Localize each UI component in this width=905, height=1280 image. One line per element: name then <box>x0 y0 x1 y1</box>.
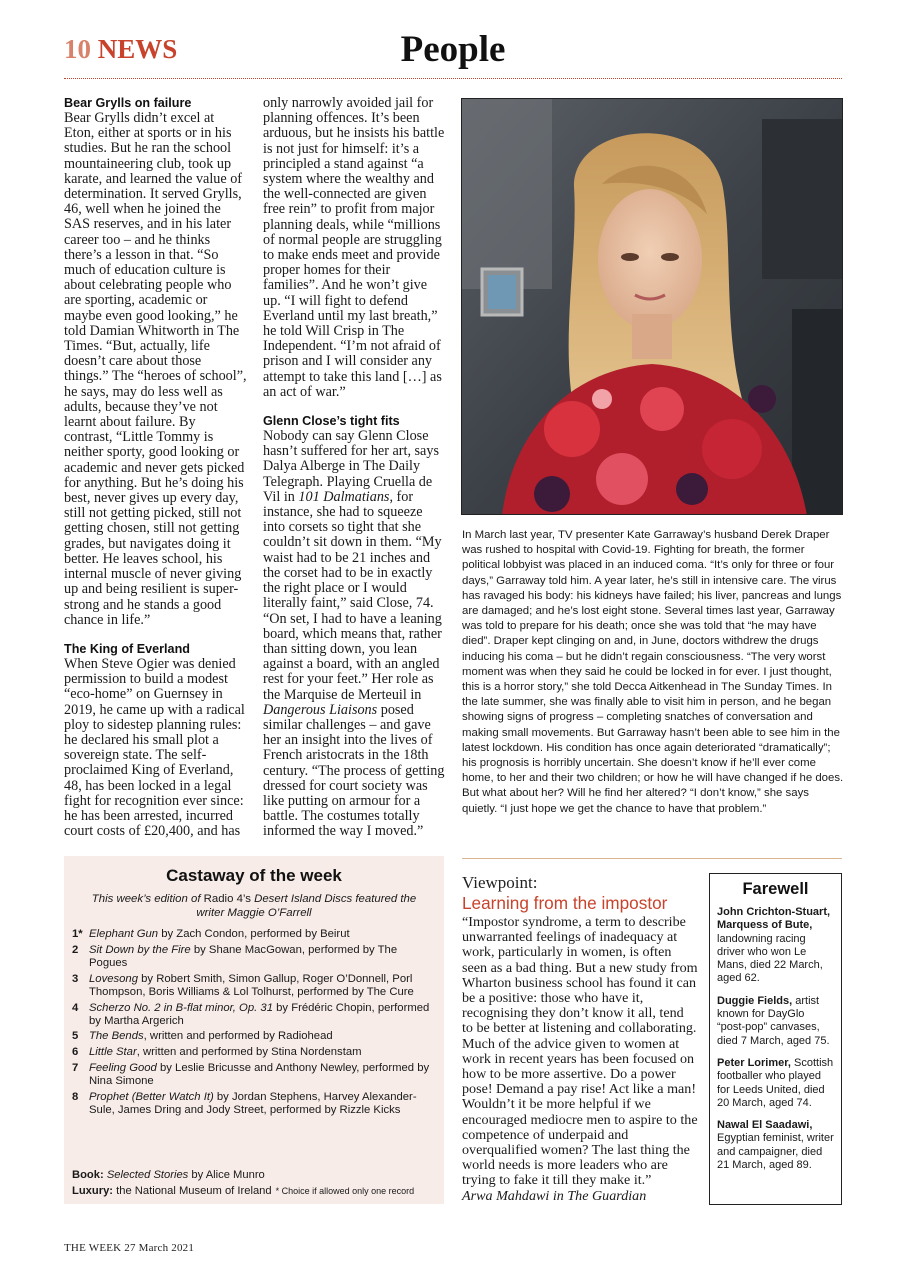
track-text: The Bends, written and performed by Radiohead <box>89 1030 333 1043</box>
track-text: Elephant Gun by Zach Condon, performed by Beirut <box>89 928 350 940</box>
farewell-name: Nawal El Saadawi, <box>717 1119 813 1132</box>
farewell-item <box>717 1057 834 1110</box>
track-text: Feeling Good by Leslie Bricusse and Anthony Newley, performed by Nina Simone <box>89 1061 430 1088</box>
castaway-track <box>72 1046 438 1059</box>
article-body-everland-part2: only narrowly avoided jail for planning offences. It’s been arduous, but he insists his battle is not just for himself: it’s a principled a stand against “a system where the wealthy and the well-connected are given free rein” to profit from major planning deals, while “millions of normal people are struggling to make ends meet and provide proper homes for their families”. And he won’t give up. “I will fight to defend Everland until my last breath,” he told Will Crisp in The Independent. “I’m not afraid of prison and I will consider any attempt to take this land […] as an act of war.” <box>263 95 445 400</box>
castaway-luxury: Luxury: the National Museum of Ireland * Choice if allowed only one record <box>72 1185 415 1197</box>
farewell-desc: artist known for DayGlo “post-pop” canvases, died 7 March, aged 75. <box>717 994 830 1047</box>
track-number: 5 <box>72 1030 79 1043</box>
article-heading-bear-grylls: Bear Grylls on failure <box>64 96 192 110</box>
farewell-desc: landowning racing driver who won Le Mans, died 22 March, aged 62. <box>717 932 823 985</box>
farewell-box <box>709 873 842 1205</box>
castaway-track <box>72 1062 438 1088</box>
portrait-photo <box>461 98 843 515</box>
header-rule <box>64 78 842 79</box>
viewpoint-body: “Impostor syndrome, a term to describe unwarranted feelings of inadequacy at work, particularly in women, is often seen as a bad thing. But a new study from Wharton business school has found it can be a positive: those who have it, recognising they don’t know it all, tend to be better at listening and collaborating. Much of the advice given to women at work in recent years has been focused on how to be more assertive. Do a power pose! Demand a pay rise! Act like a man! Wouldn’t it be more helpful if we encouraged mediocre men to aspire to the competence of underpaid and overqualified women? The last thing the world needs is more leaders who are trying to fake it till they make it.” <box>462 914 698 1189</box>
castaway-box <box>64 856 444 1204</box>
track-number: 1* <box>72 928 83 940</box>
article-body-glenn-close: Nobody can say Glenn Close hasn’t suffered for her art, says Dalya Alberge in The Daily Telegraph. Playing Cruella de Vil in 101 Dalmatians, for instance, she had to squeeze into corsets so tight that she couldn’t sit down in them. “My waist had to be 21 inches and the corset had to be in exactly the right place or I would literally faint,” said Close, 74. “On set, I had to have a leaning board, which means that, rather than sitting down, you lean against a board, with an angled rest for your feet.” Her role as the Marquise de Merteuil in Dangerous Liaisons posed similar challenges – and gave her an insight into the lives of French aristocrats in the 18th century. “The process of getting dressed for court society was like putting on armour for a battle. The costumes totally informed the way I moved.” <box>263 428 445 840</box>
page-footer: THE WEEK 27 March 2021 <box>64 1242 195 1254</box>
viewpoint-column <box>462 873 698 1204</box>
track-number: 6 <box>72 1046 79 1059</box>
farewell-desc: Egyptian feminist, writer and campaigner, died 21 March, aged 89. <box>717 1132 834 1172</box>
page-header <box>64 28 842 78</box>
track-text: Sit Down by the Fire by Shane MacGowan, performed by The Pogues <box>89 943 398 969</box>
track-number: 4 <box>72 1001 79 1014</box>
column-middle <box>263 96 446 840</box>
track-number: 7 <box>72 1061 79 1074</box>
article-body-bear-grylls: Bear Grylls didn’t excel at Eton, either at sports or in his studies. But he ran the school mountaineering club, took up karate, and learned the value of determination. It served Grylls, 46, well when he joined the SAS reserves, and in his later career too – and he thinks there’s a lesson in that. “So much of education culture is about celebrating people who are sporting, academic or maybe even good looking,” he told Damian Whitworth in The Times. “But, actually, life doesn’t care about those things.” The “heroes of school”, he says, may do less well as adults, because they’ve not learnt about failure. By contrast, “Little Tommy is neither sporty, good looking or academic and never gets picked for anything. But he’s doing his best, never gives up every day, still not getting picked, still not getting chosen, still not getting grades, but navigates doing it better. He leaves school, his internal muscle of never giving up and being resilient is super-strong and he stands a good chance in life.” <box>64 110 247 628</box>
farewell-name: Peter Lorimer, <box>717 1056 791 1069</box>
viewpoint-title: Learning from the impostor <box>462 893 668 913</box>
track-number: 2 <box>72 943 79 956</box>
castaway-footer <box>72 1167 442 1199</box>
article-heading-everland: The King of Everland <box>64 641 190 656</box>
castaway-title: Castaway of the week <box>166 866 342 885</box>
article-heading-glenn-close: Glenn Close’s tight fits <box>263 414 400 429</box>
castaway-track <box>72 1091 438 1117</box>
castaway-track <box>72 973 438 999</box>
photo-caption: In March last year, TV presenter Kate Garraway’s husband Derek Draper was rushed to hospital with Covid-19. Fighting for breath, the former political lobbyist was placed in an induced coma. “It’s only for three or four days,” Garraway told him. A year later, he’s still in intensive care. The virus has ravaged his body: his kidneys have failed; his liver, pancreas and lungs are damaged; and he’s lost eight stone. Several times last year, Garraway was told to prepare for his death; once she was told that “he may have died”. Draper kept clinging on and, in June, doctors withdrew the drugs inducing his coma – but he didn’t regain consciousness. “The very worst moment was when they said he could be locked in for ever. I just thought, this is a horror story,” she told Decca Aitkenhead in The Sunday Times. In the late summer, she was finally able to visit him in person, and he began showing signs of progress – completing snatches of conversation and making small movements. But Garraway hasn’t been able to see him in the latest lockdown. His condition has once again deteriorated “dramatically”; his prognosis is horribly uncertain. She doesn’t know if he’ll ever come home, to her and their two children; or how he will have changed if he does. But what about her? Will he find her altered? “I don’t know,” she says quietly. “I just hope we get the chance to have that problem.” <box>462 529 844 815</box>
film-title: Dangerous Liaisons <box>263 701 378 718</box>
castaway-track-list <box>72 928 438 1120</box>
track-text: Prophet (Better Watch It) by Jordan Stephens, Harvey Alexander-Sule, James Dring and Jody Street, performed by Rizzle Kicks <box>89 1090 417 1116</box>
farewell-title: Farewell <box>742 880 809 898</box>
track-number: 3 <box>72 972 79 985</box>
track-number: 8 <box>72 1090 79 1103</box>
farewell-item <box>717 995 834 1048</box>
track-text: Little Star, written and performed by Stina Nordenstam <box>89 1046 362 1059</box>
column-left <box>64 96 247 839</box>
farewell-name: John Crichton-Stuart, Marquess of Bute, <box>717 906 831 932</box>
track-text: Scherzo No. 2 in B-flat minor, Op. 31 by Frédéric Chopin, performed by Martha Argerich <box>89 1001 430 1027</box>
section-label: NEWS <box>97 34 178 64</box>
farewell-list <box>717 906 834 1172</box>
castaway-intro: This week’s edition of Radio 4’s Desert Island Discs featured the writer Maggie O’Farrell <box>91 893 417 920</box>
viewpoint-kicker: Viewpoint: <box>462 873 538 892</box>
page-number-section <box>64 34 177 65</box>
viewpoint-source: Arwa Mahdawi in The Guardian <box>462 1187 647 1204</box>
track-text: Lovesong by Robert Smith, Simon Gallup, Roger O’Donnell, Porl Thompson, Boris Williams & Lol Tolhurst, performed by The Cure <box>89 972 414 998</box>
page-title: People <box>400 29 506 70</box>
castaway-track <box>72 1002 438 1028</box>
farewell-item <box>717 906 834 986</box>
farewell-item <box>717 1119 834 1172</box>
castaway-track <box>72 944 438 970</box>
film-title: 101 Dalmatians <box>298 488 390 505</box>
page-number: 10 <box>64 34 91 64</box>
article-body-everland-part1: When Steve Ogier was denied permission to build a modest “eco-home” on Guernsey in 2019, he came up with a radical ploy to sidestep planning rules: he declared his small plot a sovereign state. The self-proclaimed King of Everland, 48, has been locked in a legal fight for recognition ever since: he has been arrested, incurred court costs of £20,400, and has <box>64 655 245 840</box>
castaway-track <box>72 1030 438 1043</box>
castaway-track <box>72 928 438 941</box>
farewell-name: Duggie Fields, <box>717 994 793 1007</box>
castaway-book: Book: Selected Stories by Alice Munro <box>72 1169 265 1181</box>
castaway-note: * Choice if allowed only one record <box>275 1186 415 1196</box>
farewell-desc: Scottish footballer who played for Leeds United, died 20 March, aged 74. <box>717 1056 834 1109</box>
caption-rule <box>462 858 842 859</box>
